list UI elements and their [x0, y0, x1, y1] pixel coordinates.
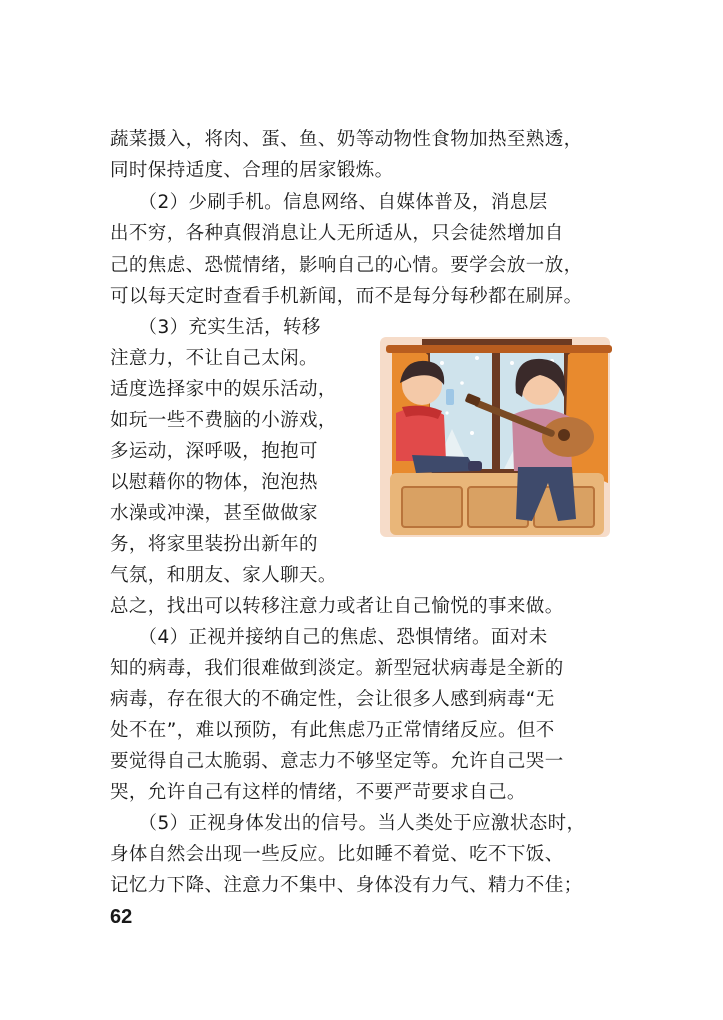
illustration-mother-child-guitar-icon: [372, 333, 616, 541]
text-line: 务，将家里装扮出新年的: [110, 534, 318, 555]
text-line: （3）充实生活，转移: [110, 317, 321, 338]
text-line: 如玩一些不费脑的小游戏，: [110, 410, 337, 431]
text-line: （4）正视并接纳自己的焦虑、恐惧情绪。面对未: [110, 627, 548, 648]
text-line: 水澡或冲澡，甚至做做家: [110, 503, 318, 524]
text-line: 己的焦虑、恐慌情绪，影响自己的心情。要学会放一放，: [110, 255, 583, 276]
text-line: 蔬菜摄入，将肉、蛋、鱼、奶等动物性食物加热至熟透，: [110, 129, 583, 150]
text-line: 出不穷，各种真假消息让人无所适从，只会徒然增加自: [110, 223, 564, 244]
text-line: 同时保持适度、合理的居家锻炼。: [110, 160, 394, 181]
text-line: （5）正视身体发出的信号。当人类处于应激状态时，: [110, 813, 586, 834]
text-line: 哭，允许自己有这样的情绪，不要严苛要求自己。: [110, 782, 526, 803]
text-line: （2）少刷手机。信息网络、自媒体普及，消息层: [110, 192, 548, 213]
text-line: 多运动，深呼吸，抱抱可: [110, 441, 318, 462]
text-line: 记忆力下降、注意力不集中、身体没有力气、精力不佳；: [110, 875, 583, 896]
page-number: 62: [110, 906, 133, 928]
text-line: 知的病毒，我们很难做到淡定。新型冠状病毒是全新的: [110, 658, 564, 679]
text-line: 适度选择家中的娱乐活动，: [110, 379, 337, 400]
text-line: 总之，找出可以转移注意力或者让自己愉悦的事来做。: [110, 596, 564, 617]
text-line: 气氛，和朋友、家人聊天。: [110, 565, 337, 586]
text-line: 病毒，存在很大的不确定性，会让很多人感到病毒“无: [110, 689, 555, 710]
text-line: 身体自然会出现一些反应。比如睡不着觉、吃不下饭、: [110, 844, 564, 865]
text-line: 以慰藉你的物体，泡泡热: [110, 472, 318, 493]
text-line: 要觉得自己太脆弱、意志力不够坚定等。允许自己哭一: [110, 751, 564, 772]
text-line: 可以每天定时查看手机新闻，而不是每分每秒都在刷屏。: [110, 286, 583, 307]
text-line: 处不在”，难以预防，有此焦虑乃正常情绪反应。但不: [110, 720, 555, 741]
text-line: 注意力，不让自己太闲。: [110, 348, 318, 369]
